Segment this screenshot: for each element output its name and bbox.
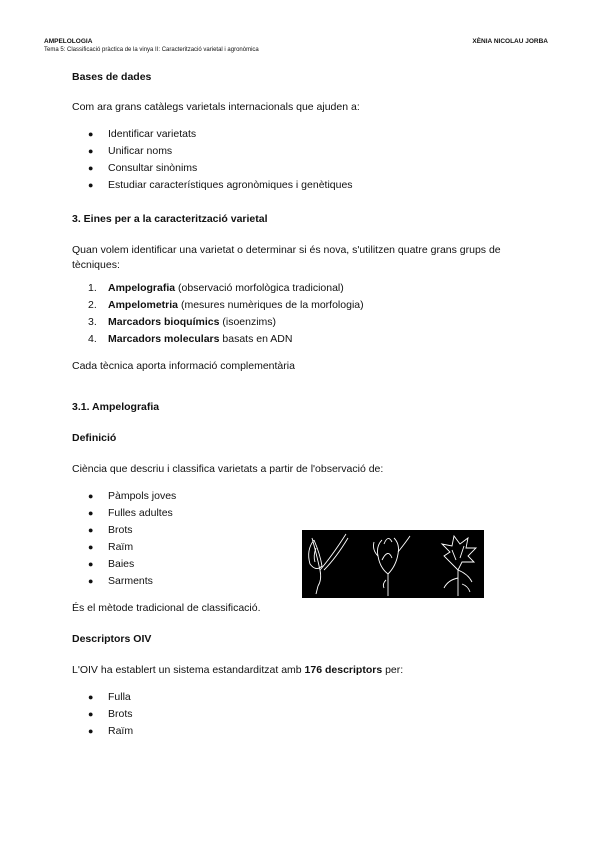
paragraph: Ciència que descriu i classifica varietats a partir de l'observació de:: [72, 463, 384, 475]
numbered-list: [72, 281, 542, 349]
list-item: ● Pàmpols joves: [72, 489, 542, 506]
list-number: 2.: [88, 299, 97, 311]
paragraph: Quan volem identificar una varietat o determinar si és nova, s'utilitzen quatre grans grups de tècniques:: [72, 244, 501, 271]
list-number: 3.: [88, 316, 97, 328]
paragraph: Cada tècnica aporta informació complementària: [72, 360, 295, 372]
course-title: AMPELOLOGIA: [44, 38, 93, 45]
term-description: (mesures numèriques de la morfologia): [178, 299, 364, 311]
text-run: per:: [382, 664, 404, 676]
list-item: [72, 298, 542, 315]
text-run: L'OIV ha establert un sistema estandarditzat amb: [72, 664, 305, 676]
list-item: ● Brots: [72, 707, 542, 724]
highlight-count: 176 descriptors: [304, 664, 383, 676]
list-item: ● Fulles adultes: [72, 506, 542, 523]
list-item: ● Consultar sinònims: [72, 161, 542, 178]
list-item: [72, 332, 542, 349]
term: Ampelometria: [108, 299, 179, 311]
section-heading-oiv: Descriptors OIV: [72, 633, 152, 645]
section-heading-databases: Bases de dades: [72, 71, 152, 83]
page-header: [44, 38, 259, 53]
list-item: [72, 315, 542, 332]
topic-subtitle: Tema 5: Classificació pràctica de la vinya II: Caracterització varietal i agronòmica: [44, 47, 259, 53]
list-item: ● Baies: [72, 557, 542, 574]
list-item: ● Estudiar característiques agronòmiques i genètiques: [72, 178, 542, 195]
paragraph: Com ara grans catàlegs varietals internacionals que ajuden a:: [72, 101, 360, 113]
list-item: ● Sarments: [72, 574, 542, 591]
bullet-list: [72, 127, 542, 195]
term-description: (isoenzims): [219, 316, 277, 328]
term: Marcadors moleculars: [108, 333, 220, 345]
list-item: ● Brots: [72, 523, 542, 540]
term-description: basats en ADN: [219, 333, 293, 345]
term-description: (observació morfològica tradicional): [175, 282, 344, 294]
list-item: ● Raïm: [72, 540, 542, 557]
list-item: ● Fulla: [72, 690, 542, 707]
bullet-list: [72, 690, 542, 741]
term: Marcadors bioquímics: [108, 316, 220, 328]
author-name: XÈNIA NICOLAU JORBA: [472, 38, 548, 45]
paragraph: És el mètode tradicional de classificació.: [72, 602, 261, 614]
list-item: ● Raïm: [72, 724, 542, 741]
section-heading-ampelography: 3.1. Ampelografia: [72, 401, 160, 413]
list-item: ● Unificar noms: [72, 144, 542, 161]
document-body: [72, 70, 542, 741]
list-item: ● Identificar varietats: [72, 127, 542, 144]
list-number: 4.: [88, 333, 97, 345]
list-number: 1.: [88, 282, 97, 294]
shoot-tip-drawing-left: [309, 534, 348, 594]
subheading-definition: Definició: [72, 432, 117, 444]
term: Ampelografia: [108, 282, 176, 294]
shoot-tip-drawing-middle: [374, 536, 411, 596]
list-item: [72, 281, 542, 298]
paragraph: [72, 663, 542, 678]
section-heading-tools: 3. Eines per a la caracterització varietal: [72, 213, 268, 225]
shoot-tip-drawing-right: [442, 536, 476, 596]
grapevine-shoots-illustration: [302, 530, 484, 598]
